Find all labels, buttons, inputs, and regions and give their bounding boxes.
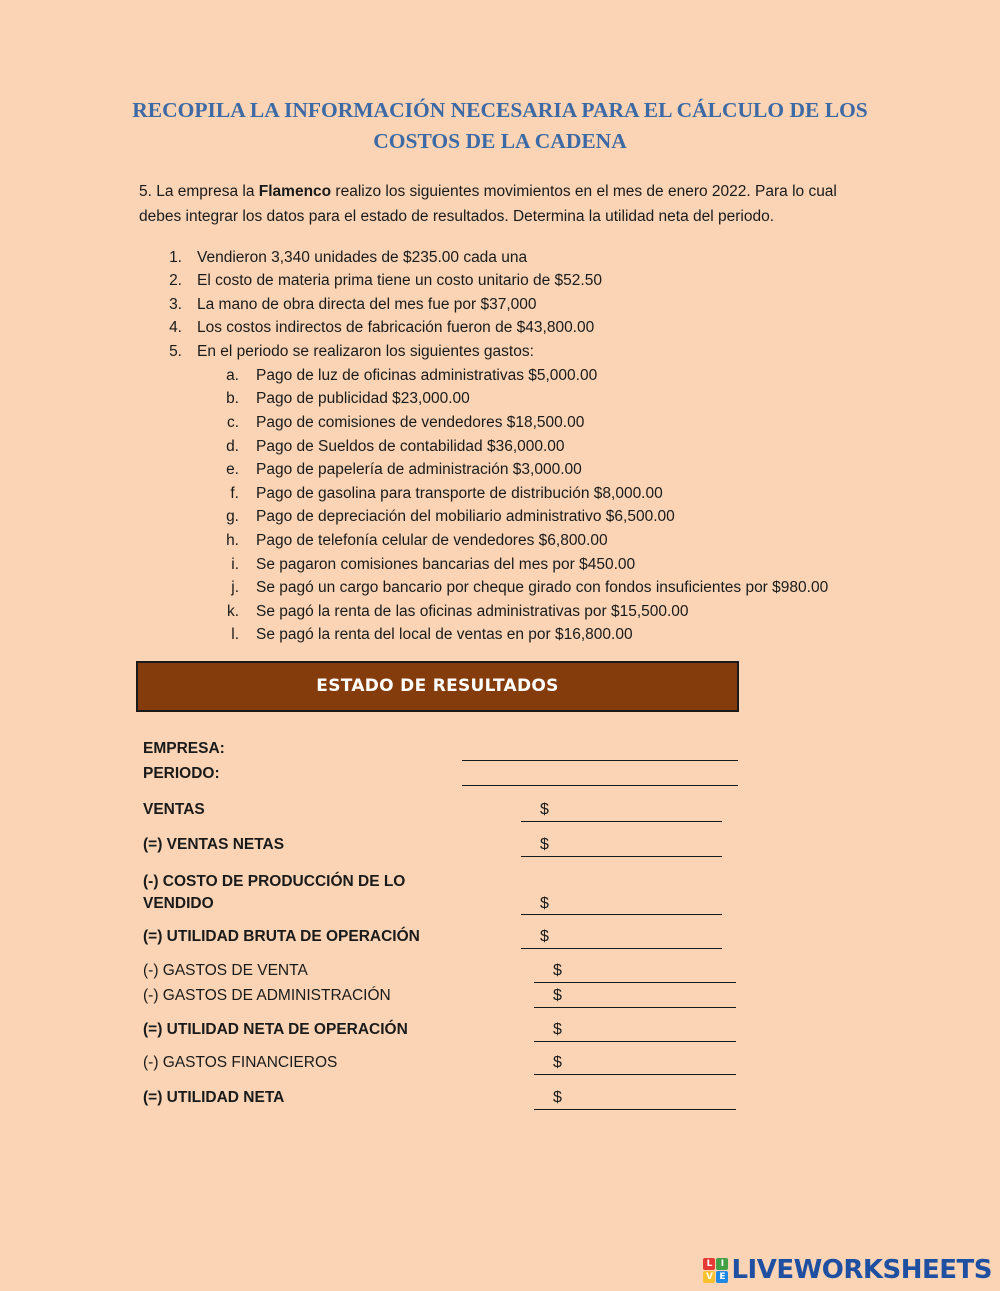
utilidad-neta-operacion-label: (=) UTILIDAD NETA DE OPERACIÓN: [143, 1021, 408, 1038]
sublist-letter: i.: [231, 556, 239, 573]
gastos-financieros-label: (-) GASTOS FINANCIEROS: [143, 1054, 338, 1071]
list-number: 3.: [169, 296, 182, 313]
ventas-label: VENTAS: [143, 801, 205, 818]
currency-symbol: $: [540, 928, 549, 945]
empresa-label: EMPRESA:: [143, 740, 225, 757]
sublist-letter: h.: [226, 532, 239, 549]
gastos-venta-field[interactable]: [534, 982, 736, 983]
costo-produccion-label-line1: (-) COSTO DE PRODUCCIÓN DE LO: [143, 873, 406, 890]
logo-badge-icon: [703, 1258, 728, 1283]
currency-symbol: $: [540, 801, 549, 818]
list-text: Los costos indirectos de fabricación fueron de $43,800.00: [197, 319, 595, 336]
list-number: 1.: [169, 249, 182, 266]
sublist-letter: l.: [231, 626, 239, 643]
currency-symbol: $: [553, 1021, 562, 1038]
currency-symbol: $: [540, 836, 549, 853]
sublist-text: Pago de Sueldos de contabilidad $36,000.00: [256, 438, 565, 455]
sublist-letter: k.: [226, 603, 239, 620]
ventas-field[interactable]: [521, 821, 722, 822]
currency-symbol: $: [553, 1054, 562, 1071]
sublist-text: Pago de publicidad $23,000.00: [256, 390, 470, 407]
periodo-label: PERIODO:: [143, 765, 220, 782]
gastos-admin-field[interactable]: [534, 1007, 736, 1008]
ventas-netas-field[interactable]: [521, 856, 722, 857]
sublist-letter: a.: [226, 367, 239, 384]
title-line-1: RECOPILA LA INFORMACIÓN NECESARIA PARA EL CÁLCULO DE LOS: [132, 98, 868, 122]
sublist-text: Se pagó la renta de las oficinas administrativas por $15,500.00: [256, 603, 689, 620]
sublist-letter: d.: [226, 438, 239, 455]
logo-badge-letter: V: [703, 1271, 715, 1283]
sublist-text: Pago de telefonía celular de vendedores $6,800.00: [256, 532, 608, 549]
currency-symbol: $: [553, 1089, 562, 1106]
currency-symbol: $: [540, 895, 549, 912]
list-text: Vendieron 3,340 unidades de $235.00 cada una: [197, 249, 528, 266]
list-text: El costo de materia prima tiene un costo unitario de $52.50: [197, 272, 602, 289]
sublist-letter: g.: [226, 508, 239, 525]
utilidad-neta-label: (=) UTILIDAD NETA: [143, 1089, 285, 1106]
utilidad-neta-field[interactable]: [534, 1109, 736, 1110]
logo-badge-letter: L: [703, 1258, 715, 1270]
sublist-letter: e.: [226, 461, 239, 478]
gastos-financieros-field[interactable]: [534, 1074, 736, 1075]
intro-prefix: 5. La empresa la: [139, 183, 259, 200]
intro-paragraph: [139, 179, 879, 229]
sublist-text: Pago de depreciación del mobiliario administrativo $6,500.00: [256, 508, 675, 525]
logo-text: LIVEWORKSHEETS: [731, 1255, 992, 1285]
empresa-field[interactable]: [462, 760, 738, 761]
sublist-letter: j.: [231, 579, 239, 596]
sublist-text: Se pagó la renta del local de ventas en por $16,800.00: [256, 626, 633, 643]
logo-badge-letter: E: [716, 1271, 728, 1283]
ventas-netas-label: (=) VENTAS NETAS: [143, 836, 285, 853]
list-text: En el periodo se realizaron los siguientes gastos:: [197, 343, 534, 360]
sublist-text: Se pagaron comisiones bancarias del mes por $450.00: [256, 556, 636, 573]
costo-produccion-label-line2: VENDIDO: [143, 895, 214, 912]
statement-header: ESTADO DE RESULTADOS: [136, 661, 739, 712]
currency-symbol: $: [553, 962, 562, 979]
utilidad-neta-operacion-field[interactable]: [534, 1041, 736, 1042]
logo-badge-letter: I: [716, 1258, 728, 1270]
sublist-text: Pago de gasolina para transporte de distribución $8,000.00: [256, 485, 663, 502]
list-number: 4.: [169, 319, 182, 336]
sublist-letter: b.: [226, 390, 239, 407]
sublist-text: Pago de comisiones de vendedores $18,500.00: [256, 414, 585, 431]
list-number: 2.: [169, 272, 182, 289]
gastos-venta-label: (-) GASTOS DE VENTA: [143, 962, 308, 979]
page-title: [130, 95, 870, 157]
costo-produccion-field[interactable]: [521, 914, 722, 915]
sublist-letter: f.: [230, 485, 239, 502]
sublist-text: Se pagó un cargo bancario por cheque girado con fondos insuficientes por $980.00: [256, 579, 829, 596]
title-line-2: COSTOS DE LA CADENA: [373, 129, 627, 153]
company-name: Flamenco: [258, 183, 332, 200]
sublist-text: Pago de luz de oficinas administrativas $5,000.00: [256, 367, 598, 384]
intro-suffix: realizo los siguientes movimientos en el mes de enero 2022. Para lo cual debes integrar los datos para el estado de resultados. Determina la utilidad neta del periodo.: [139, 183, 837, 225]
liveworksheets-logo: [703, 1254, 992, 1286]
list-number: 5.: [169, 343, 182, 360]
sublist-letter: c.: [226, 414, 239, 431]
periodo-field[interactable]: [462, 785, 738, 786]
currency-symbol: $: [553, 987, 562, 1004]
gastos-admin-label: (-) GASTOS DE ADMINISTRACIÓN: [143, 987, 391, 1004]
utilidad-bruta-field[interactable]: [521, 948, 722, 949]
sublist-text: Pago de papelería de administración $3,000.00: [256, 461, 582, 478]
utilidad-bruta-label: (=) UTILIDAD BRUTA DE OPERACIÓN: [143, 928, 420, 945]
list-text: La mano de obra directa del mes fue por $37,000: [197, 296, 537, 313]
